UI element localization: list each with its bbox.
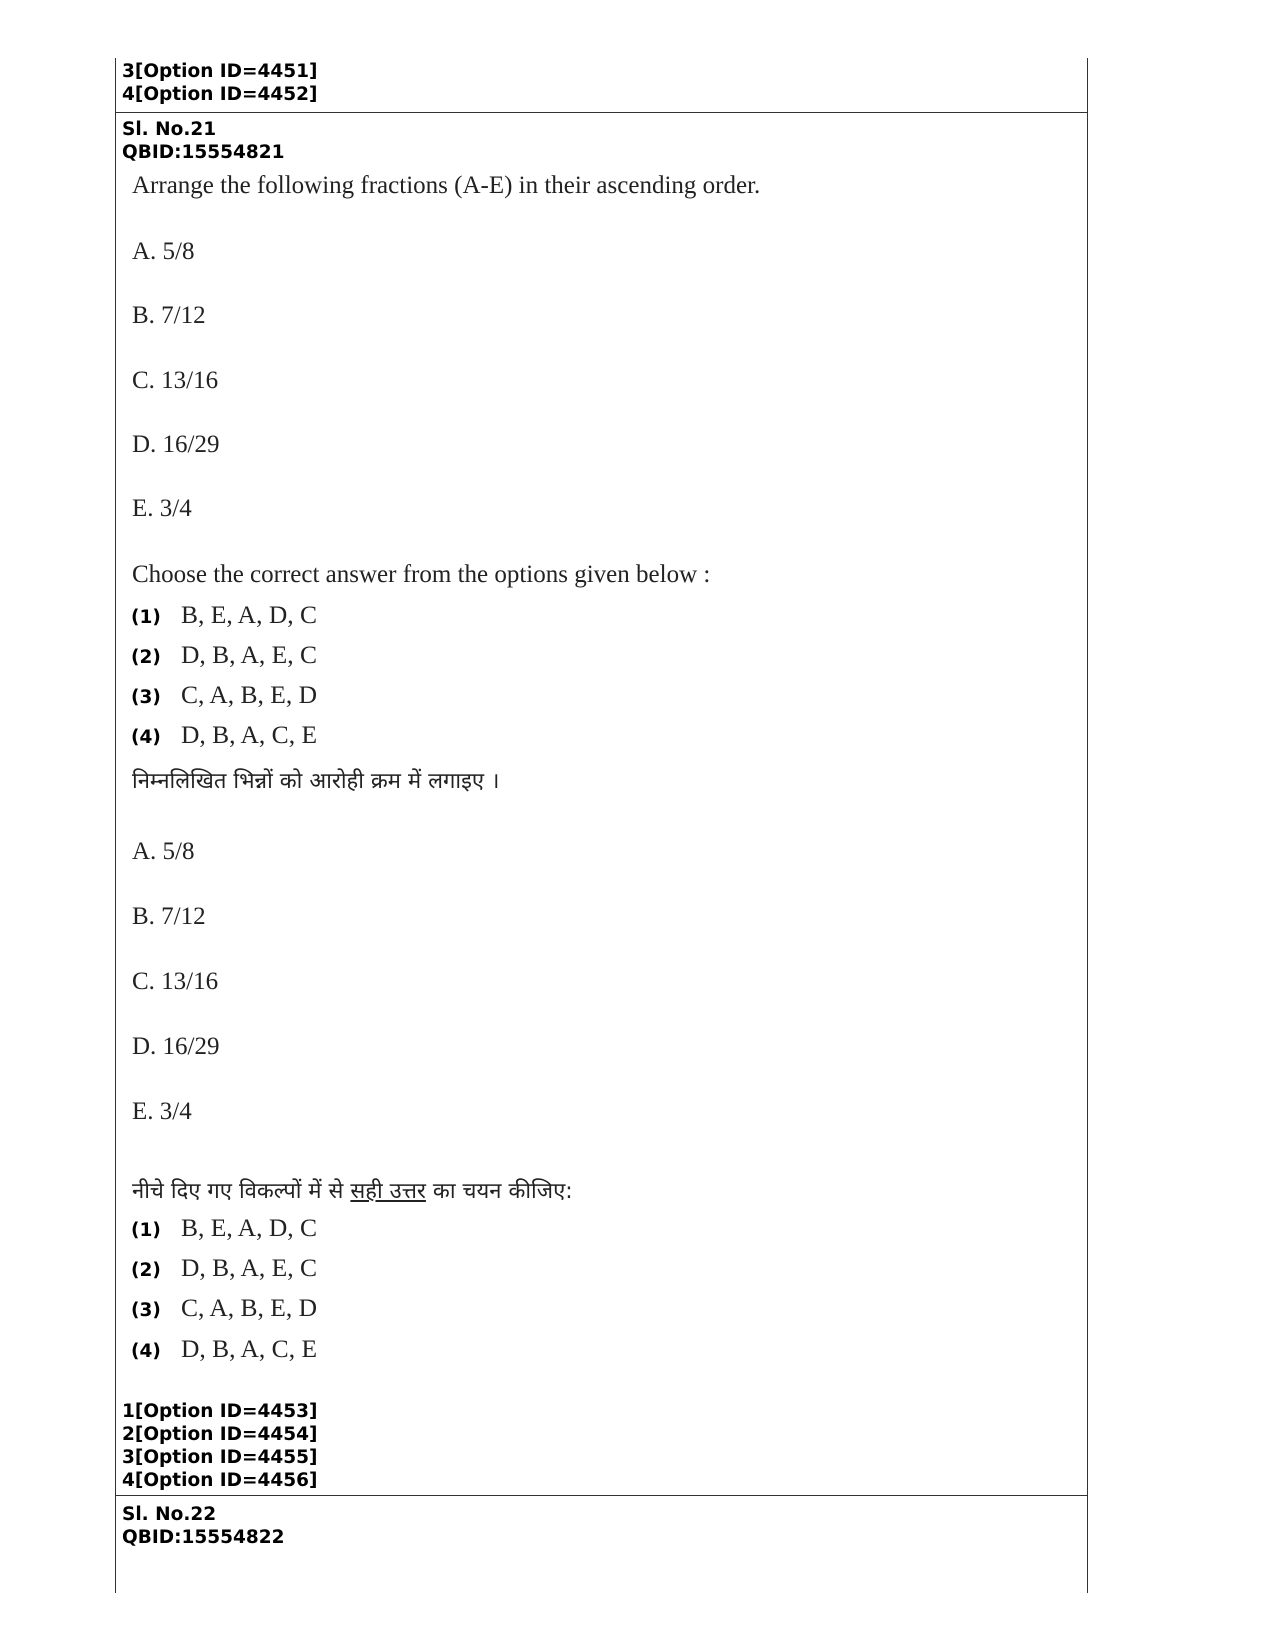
answer-option — [131, 1213, 317, 1243]
fraction-item: E. 3/4 — [132, 1098, 192, 1125]
fraction-item: B. 7/12 — [132, 302, 206, 329]
row-divider — [115, 1495, 1088, 1496]
option-text: D, B, A, E, C — [181, 640, 318, 669]
question-22-header — [122, 1503, 284, 1549]
option-text: D, B, A, C, E — [181, 720, 318, 749]
option-number: (1) — [131, 1220, 161, 1241]
option-text: C, A, B, E, D — [181, 680, 318, 709]
question-prompt-hi: निम्नलिखित भिन्नों को आरोही क्रम में लगाइए । — [132, 769, 500, 794]
answer-option — [131, 720, 317, 750]
fraction-item: D. 16/29 — [132, 431, 220, 458]
option-text: D, B, A, E, C — [181, 1253, 318, 1282]
answer-option — [131, 1253, 317, 1283]
option-id-line: 3[Option ID=4455] — [122, 1447, 318, 1468]
choose-instruction-hi — [132, 1175, 573, 1205]
previous-option-ids — [122, 60, 318, 106]
option-number: (3) — [131, 687, 161, 708]
option-number: (4) — [131, 727, 161, 748]
fraction-item: C. 13/16 — [132, 968, 219, 995]
option-text: B, E, A, D, C — [181, 600, 318, 629]
option-id-line: 1[Option ID=4453] — [122, 1401, 318, 1422]
option-number: (2) — [131, 1260, 161, 1281]
choose-text: का चयन कीजिए: — [425, 1179, 573, 1204]
option-number: (1) — [131, 607, 161, 628]
option-id-line: 4[Option ID=4456] — [122, 1470, 318, 1491]
correct-answer-underlined: सही उत्तर — [350, 1179, 426, 1204]
answer-option — [131, 1293, 317, 1323]
option-text: D, B, A, C, E — [181, 1334, 318, 1363]
option-number: (2) — [131, 647, 161, 668]
fraction-item: A. 5/8 — [132, 838, 195, 865]
option-id-line: 2[Option ID=4454] — [122, 1424, 318, 1445]
answer-option — [131, 680, 317, 710]
qbid: QBID:15554822 — [122, 1527, 285, 1548]
option-text: C, A, B, E, D — [181, 1293, 318, 1322]
serial-number: Sl. No.22 — [122, 1504, 217, 1525]
serial-number: Sl. No.21 — [122, 119, 217, 140]
option-ids — [122, 1400, 318, 1492]
fraction-item: D. 16/29 — [132, 1033, 220, 1060]
question-prompt-en: Arrange the following fractions (A-E) in their ascending order. — [132, 172, 761, 199]
choose-text: नीचे दिए गए विकल्पों में से — [132, 1179, 351, 1204]
fraction-item: E. 3/4 — [132, 495, 192, 522]
answer-option — [131, 640, 317, 670]
option-text: B, E, A, D, C — [181, 1213, 318, 1242]
fraction-item: B. 7/12 — [132, 903, 206, 930]
answer-option — [131, 1334, 317, 1364]
option-id-line: 4[Option ID=4452] — [122, 84, 318, 105]
fraction-item: C. 13/16 — [132, 367, 219, 394]
option-number: (3) — [131, 1300, 161, 1321]
fraction-item: A. 5/8 — [132, 238, 195, 265]
option-number: (4) — [131, 1341, 161, 1362]
qbid: QBID:15554821 — [122, 142, 285, 163]
question-21-header — [122, 118, 284, 164]
row-divider — [115, 112, 1088, 113]
option-id-line: 3[Option ID=4451] — [122, 61, 318, 82]
answer-option — [131, 600, 317, 630]
choose-instruction-en: Choose the correct answer from the options given below : — [132, 561, 711, 588]
